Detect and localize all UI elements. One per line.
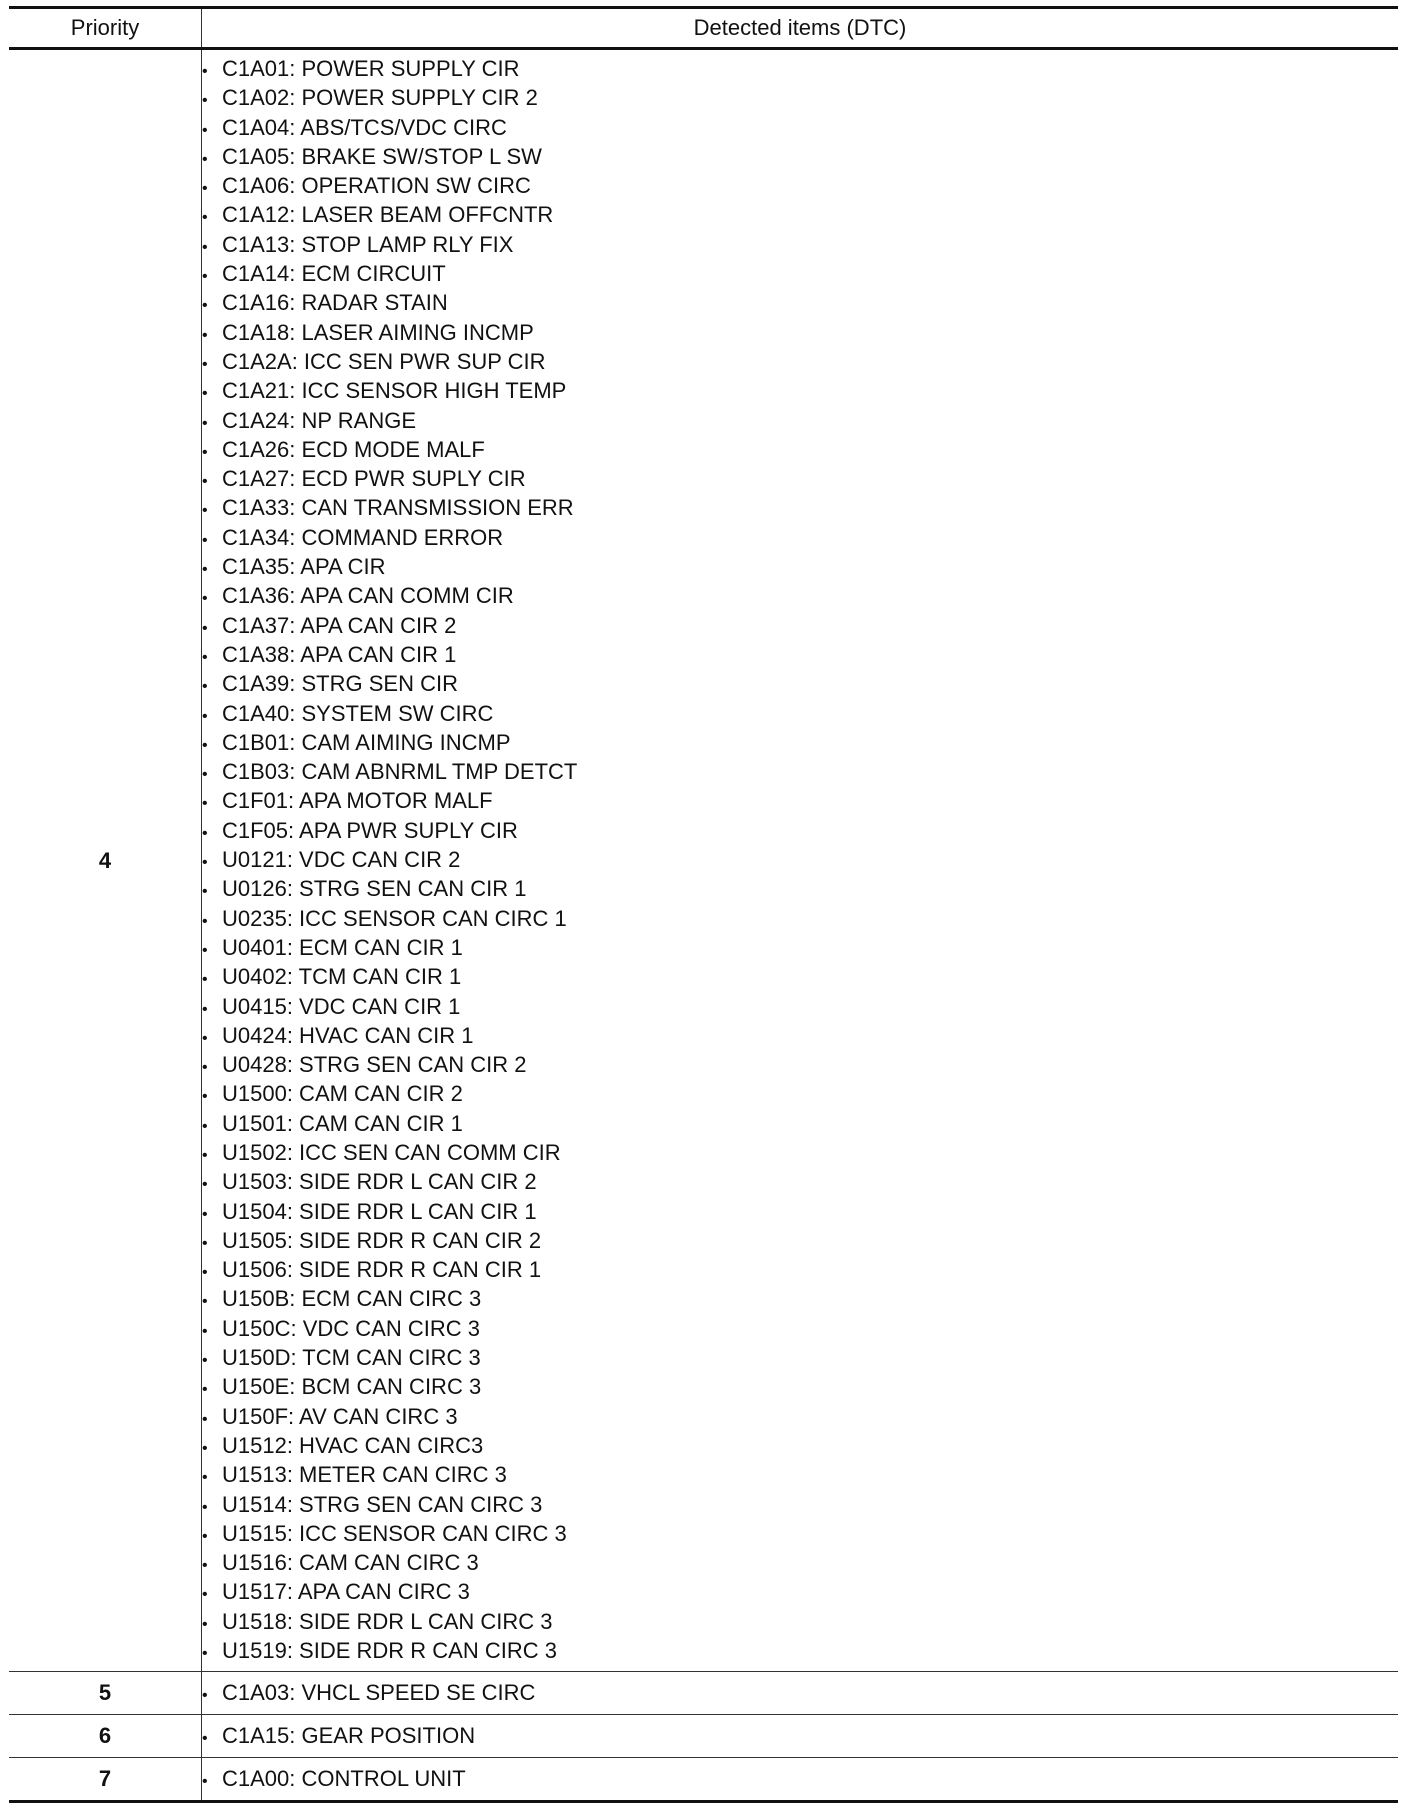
bullet-icon: • bbox=[202, 1264, 208, 1282]
dtc-code-label: C1F05: APA PWR SUPLY CIR bbox=[222, 817, 518, 843]
bullet-icon: • bbox=[202, 1059, 208, 1077]
dtc-code-label: U1518: SIDE RDR L CAN CIRC 3 bbox=[222, 1608, 553, 1634]
dtc-list-item bbox=[202, 816, 1398, 845]
dtc-list bbox=[202, 1758, 1398, 1800]
dtc-code-label: U1506: SIDE RDR R CAN CIR 1 bbox=[222, 1257, 542, 1283]
priority-cell: 6 bbox=[9, 1715, 202, 1758]
dtc-list-item bbox=[202, 1636, 1398, 1665]
bullet-icon: • bbox=[202, 1410, 208, 1428]
dtc-code-label: U0401: ECM CAN CIR 1 bbox=[222, 934, 463, 960]
dtc-code-label: C1A40: SYSTEM SW CIRC bbox=[222, 700, 494, 726]
dtc-list-item bbox=[202, 1519, 1398, 1548]
bullet-icon: • bbox=[202, 619, 208, 637]
dtc-list-item bbox=[202, 288, 1398, 317]
dtc-code-label: U1500: CAM CAN CIR 2 bbox=[222, 1081, 463, 1107]
bullet-icon: • bbox=[202, 238, 208, 256]
dtc-list-item bbox=[202, 142, 1398, 171]
bullet-icon: • bbox=[202, 1322, 208, 1340]
dtc-list-item bbox=[202, 1167, 1398, 1196]
dtc-code-label: U1502: ICC SEN CAN COMM CIR bbox=[222, 1139, 561, 1165]
dtc-code-label: U150B: ECM CAN CIRC 3 bbox=[222, 1286, 482, 1312]
dtc-list-item bbox=[202, 435, 1398, 464]
bullet-icon: • bbox=[202, 121, 208, 139]
dtc-list-item bbox=[202, 347, 1398, 376]
bullet-icon: • bbox=[202, 736, 208, 754]
bullet-icon: • bbox=[202, 1527, 208, 1545]
dtc-code-label: U1505: SIDE RDR R CAN CIR 2 bbox=[222, 1227, 542, 1253]
dtc-code-label: U1513: METER CAN CIRC 3 bbox=[222, 1462, 507, 1488]
dtc-list-item bbox=[202, 1758, 1398, 1800]
priority-cell: 5 bbox=[9, 1672, 202, 1715]
dtc-list-item bbox=[202, 1431, 1398, 1460]
dtc-code-label: C1A05: BRAKE SW/STOP L SW bbox=[222, 143, 542, 169]
dtc-code-label: C1A12: LASER BEAM OFFCNTR bbox=[222, 202, 554, 228]
dtc-code-label: U1512: HVAC CAN CIRC3 bbox=[222, 1432, 484, 1458]
dtc-list-item bbox=[202, 611, 1398, 640]
dtc-code-label: C1A38: APA CAN CIR 1 bbox=[222, 641, 457, 667]
dtc-code-label: U0126: STRG SEN CAN CIR 1 bbox=[222, 876, 527, 902]
bullet-icon: • bbox=[202, 1773, 208, 1791]
dtc-code-label: C1A16: RADAR STAIN bbox=[222, 290, 448, 316]
bullet-icon: • bbox=[202, 385, 208, 403]
dtc-code-label: U0415: VDC CAN CIR 1 bbox=[222, 993, 461, 1019]
bullet-icon: • bbox=[202, 502, 208, 520]
dtc-list-item bbox=[202, 1672, 1398, 1714]
dtc-list-item bbox=[202, 904, 1398, 933]
dtc-list-item bbox=[202, 464, 1398, 493]
dtc-code-label: C1A01: POWER SUPPLY CIR bbox=[222, 56, 520, 81]
bullet-icon: • bbox=[202, 1381, 208, 1399]
dtc-code-label: C1A2A: ICC SEN PWR SUP CIR bbox=[222, 348, 546, 374]
dtc-list-item bbox=[202, 845, 1398, 874]
bullet-icon: • bbox=[202, 443, 208, 461]
bullet-icon: • bbox=[202, 92, 208, 110]
dtc-code-label: C1A26: ECD MODE MALF bbox=[222, 436, 485, 462]
dtc-list-item bbox=[202, 259, 1398, 288]
detected-items-cell bbox=[202, 1758, 1399, 1802]
dtc-list-item bbox=[202, 1343, 1398, 1372]
bullet-icon: • bbox=[202, 414, 208, 432]
dtc-code-label: C1A13: STOP LAMP RLY FIX bbox=[222, 231, 514, 257]
dtc-code-label: C1A27: ECD PWR SUPLY CIR bbox=[222, 466, 526, 492]
bullet-icon: • bbox=[202, 1586, 208, 1604]
dtc-code-label: C1A18: LASER AIMING INCMP bbox=[222, 319, 534, 345]
dtc-list-item bbox=[202, 113, 1398, 142]
bullet-icon: • bbox=[202, 971, 208, 989]
dtc-list-item bbox=[202, 786, 1398, 815]
dtc-list bbox=[202, 1715, 1398, 1757]
priority-column-header: Priority bbox=[9, 8, 202, 49]
dtc-list-item bbox=[202, 1402, 1398, 1431]
bullet-icon: • bbox=[202, 355, 208, 373]
dtc-list-item bbox=[202, 669, 1398, 698]
bullet-icon: • bbox=[202, 1117, 208, 1135]
dtc-list-item bbox=[202, 1197, 1398, 1226]
dtc-code-label: C1A24: NP RANGE bbox=[222, 407, 417, 433]
dtc-list-item bbox=[202, 171, 1398, 200]
dtc-list-item bbox=[202, 933, 1398, 962]
bullet-icon: • bbox=[202, 473, 208, 491]
dtc-list-item bbox=[202, 83, 1398, 112]
dtc-code-label: C1A36: APA CAN COMM CIR bbox=[222, 583, 514, 609]
bullet-icon: • bbox=[202, 1146, 208, 1164]
bullet-icon: • bbox=[202, 707, 208, 725]
bullet-icon: • bbox=[202, 209, 208, 227]
bullet-icon: • bbox=[202, 1088, 208, 1106]
dtc-list-item bbox=[202, 406, 1398, 435]
dtc-code-label: U150D: TCM CAN CIRC 3 bbox=[222, 1345, 481, 1371]
table-row bbox=[9, 1672, 1398, 1715]
dtc-list-item bbox=[202, 728, 1398, 757]
dtc-code-label: C1A03: VHCL SPEED SE CIRC bbox=[222, 1680, 536, 1706]
priority-cell: 4 bbox=[9, 49, 202, 1672]
dtc-code-label: C1A33: CAN TRANSMISSION ERR bbox=[222, 495, 574, 521]
dtc-list-item bbox=[202, 54, 1398, 83]
dtc-code-label: C1A14: ECM CIRCUIT bbox=[222, 261, 446, 287]
dtc-code-label: C1A34: COMMAND ERROR bbox=[222, 524, 504, 550]
bullet-icon: • bbox=[202, 150, 208, 168]
bullet-icon: • bbox=[202, 1645, 208, 1663]
dtc-list-item bbox=[202, 552, 1398, 581]
dtc-code-label: U1519: SIDE RDR R CAN CIRC 3 bbox=[222, 1638, 557, 1664]
dtc-list-item bbox=[202, 757, 1398, 786]
dtc-code-label: C1A39: STRG SEN CIR bbox=[222, 671, 458, 697]
bullet-icon: • bbox=[202, 1029, 208, 1047]
dtc-code-label: C1B01: CAM AIMING INCMP bbox=[222, 729, 511, 755]
dtc-code-label: C1A15: GEAR POSITION bbox=[222, 1723, 476, 1749]
dtc-list-item bbox=[202, 874, 1398, 903]
bullet-icon: • bbox=[202, 180, 208, 198]
dtc-list-item bbox=[202, 1372, 1398, 1401]
bullet-icon: • bbox=[202, 824, 208, 842]
dtc-code-label: C1A21: ICC SENSOR HIGH TEMP bbox=[222, 378, 567, 404]
bullet-icon: • bbox=[202, 912, 208, 930]
dtc-list-item bbox=[202, 200, 1398, 229]
bullet-icon: • bbox=[202, 795, 208, 813]
bullet-icon: • bbox=[202, 1439, 208, 1457]
dtc-code-label: C1A35: APA CIR bbox=[222, 554, 386, 580]
bullet-icon: • bbox=[202, 1687, 208, 1705]
dtc-code-label: U150E: BCM CAN CIRC 3 bbox=[222, 1374, 482, 1400]
dtc-list bbox=[202, 1672, 1398, 1714]
dtc-list-item bbox=[202, 1226, 1398, 1255]
dtc-list-item bbox=[202, 1021, 1398, 1050]
dtc-list-item bbox=[202, 962, 1398, 991]
bullet-icon: • bbox=[202, 326, 208, 344]
dtc-list-item bbox=[202, 581, 1398, 610]
table-header-row bbox=[9, 8, 1398, 49]
dtc-list-item bbox=[202, 640, 1398, 669]
bullet-icon: • bbox=[202, 883, 208, 901]
bullet-icon: • bbox=[202, 1293, 208, 1311]
bullet-icon: • bbox=[202, 766, 208, 784]
dtc-code-label: C1A06: OPERATION SW CIRC bbox=[222, 173, 531, 199]
dtc-list-item bbox=[202, 1050, 1398, 1079]
dtc-list-item bbox=[202, 376, 1398, 405]
dtc-list-item bbox=[202, 1548, 1398, 1577]
dtc-code-label: U1503: SIDE RDR L CAN CIR 2 bbox=[222, 1169, 537, 1195]
dtc-code-label: U1516: CAM CAN CIRC 3 bbox=[222, 1550, 479, 1576]
bullet-icon: • bbox=[202, 297, 208, 315]
table-row bbox=[9, 1758, 1398, 1802]
dtc-code-label: C1A02: POWER SUPPLY CIR 2 bbox=[222, 85, 538, 111]
dtc-list-item bbox=[202, 1284, 1398, 1313]
dtc-list bbox=[202, 50, 1398, 1671]
dtc-code-label: U1504: SIDE RDR L CAN CIR 1 bbox=[222, 1198, 537, 1224]
dtc-list-item bbox=[202, 523, 1398, 552]
table-row bbox=[9, 1715, 1398, 1758]
dtc-list-item bbox=[202, 1607, 1398, 1636]
detected-items-cell bbox=[202, 49, 1399, 1672]
dtc-list-item bbox=[202, 1079, 1398, 1108]
dtc-list-item bbox=[202, 1109, 1398, 1138]
bullet-icon: • bbox=[202, 678, 208, 696]
dtc-list-item bbox=[202, 992, 1398, 1021]
dtc-list-item bbox=[202, 1255, 1398, 1284]
dtc-code-label: C1F01: APA MOTOR MALF bbox=[222, 788, 493, 814]
bullet-icon: • bbox=[202, 590, 208, 608]
bullet-icon: • bbox=[202, 1176, 208, 1194]
dtc-code-label: U0235: ICC SENSOR CAN CIRC 1 bbox=[222, 905, 567, 931]
dtc-list-item bbox=[202, 1715, 1398, 1757]
dtc-list-item bbox=[202, 1138, 1398, 1167]
dtc-code-label: U1501: CAM CAN CIR 1 bbox=[222, 1110, 463, 1136]
bullet-icon: • bbox=[202, 561, 208, 579]
bullet-icon: • bbox=[202, 1615, 208, 1633]
bullet-icon: • bbox=[202, 854, 208, 872]
bullet-icon: • bbox=[202, 1352, 208, 1370]
bullet-icon: • bbox=[202, 268, 208, 286]
dtc-code-label: C1A04: ABS/TCS/VDC CIRC bbox=[222, 114, 507, 140]
detected-items-cell bbox=[202, 1715, 1399, 1758]
bullet-icon: • bbox=[202, 1234, 208, 1252]
bullet-icon: • bbox=[202, 941, 208, 959]
detected-items-cell bbox=[202, 1672, 1399, 1715]
table-row bbox=[9, 49, 1398, 1672]
dtc-code-label: C1B03: CAM ABNRML TMP DETCT bbox=[222, 759, 578, 785]
dtc-list-item bbox=[202, 318, 1398, 347]
dtc-list-item bbox=[202, 493, 1398, 522]
priority-cell: 7 bbox=[9, 1758, 202, 1802]
dtc-code-label: U150F: AV CAN CIRC 3 bbox=[222, 1403, 458, 1429]
dtc-list-item bbox=[202, 699, 1398, 728]
dtc-code-label: U1514: STRG SEN CAN CIRC 3 bbox=[222, 1491, 543, 1517]
bullet-icon: • bbox=[202, 1000, 208, 1018]
bullet-icon: • bbox=[202, 648, 208, 666]
dtc-code-label: U0402: TCM CAN CIR 1 bbox=[222, 964, 462, 990]
table-body bbox=[9, 49, 1398, 1802]
dtc-code-label: U0121: VDC CAN CIR 2 bbox=[222, 847, 461, 873]
dtc-code-label: U0424: HVAC CAN CIR 1 bbox=[222, 1022, 474, 1048]
bullet-icon: • bbox=[202, 1557, 208, 1575]
dtc-list-item bbox=[202, 1460, 1398, 1489]
bullet-icon: • bbox=[202, 1205, 208, 1223]
bullet-icon: • bbox=[202, 1469, 208, 1487]
dtc-code-label: U1515: ICC SENSOR CAN CIRC 3 bbox=[222, 1520, 567, 1546]
dtc-code-label: C1A37: APA CAN CIR 2 bbox=[222, 612, 457, 638]
dtc-list-item bbox=[202, 1490, 1398, 1519]
bullet-icon: • bbox=[202, 1730, 208, 1748]
dtc-list-item bbox=[202, 1314, 1398, 1343]
bullet-icon: • bbox=[202, 63, 208, 80]
dtc-code-label: U0428: STRG SEN CAN CIR 2 bbox=[222, 1052, 527, 1078]
dtc-code-label: C1A00: CONTROL UNIT bbox=[222, 1766, 466, 1792]
dtc-list-item bbox=[202, 230, 1398, 259]
bullet-icon: • bbox=[202, 1498, 208, 1516]
detected-items-column-header: Detected items (DTC) bbox=[202, 8, 1399, 49]
dtc-code-label: U1517: APA CAN CIRC 3 bbox=[222, 1579, 470, 1605]
bullet-icon: • bbox=[202, 531, 208, 549]
dtc-code-label: U150C: VDC CAN CIRC 3 bbox=[222, 1315, 480, 1341]
dtc-priority-table bbox=[9, 6, 1398, 1803]
dtc-list-item bbox=[202, 1577, 1398, 1606]
